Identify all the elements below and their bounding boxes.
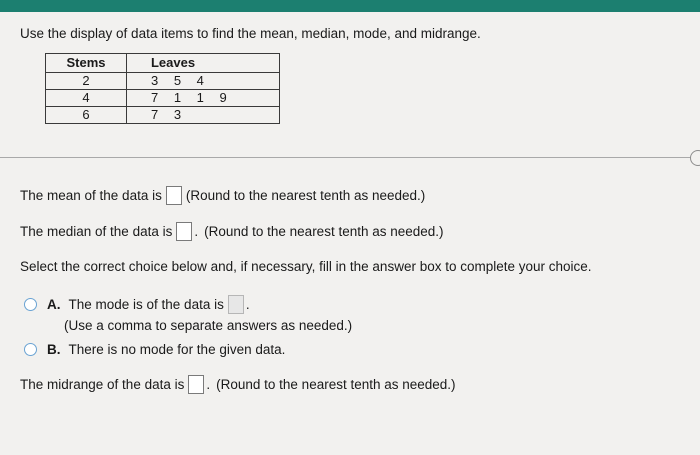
choice-a[interactable] — [24, 295, 250, 314]
median-period: . — [194, 224, 199, 239]
choice-a-radio[interactable] — [24, 298, 37, 311]
median-hint: (Round to the nearest tenth as needed.) — [204, 224, 444, 239]
mode-answer-box[interactable] — [228, 295, 244, 314]
median-label: The median of the data is — [20, 224, 173, 239]
stems-header: Stems — [46, 54, 127, 73]
midrange-period: . — [206, 377, 211, 392]
leaves-cell: 7 1 1 9 — [127, 90, 280, 107]
choice-a-label: The mode is of the data is — [68, 297, 224, 312]
midrange-answer-box[interactable] — [188, 375, 204, 394]
table-header-row — [46, 54, 280, 73]
table-row — [46, 107, 280, 124]
stem-leaf-table — [45, 53, 280, 124]
divider-handle[interactable] — [690, 150, 700, 166]
median-answer-box[interactable] — [176, 222, 192, 241]
median-line — [20, 222, 444, 241]
choice-a-note: (Use a comma to separate answers as needed.) — [64, 318, 353, 333]
mean-line — [20, 186, 425, 205]
mean-hint: (Round to the nearest tenth as needed.) — [185, 188, 426, 203]
choice-b-letter: B. — [47, 342, 61, 357]
choice-b-radio[interactable] — [24, 343, 37, 356]
choice-b-label: There is no mode for the given data. — [68, 342, 286, 357]
section-divider — [0, 157, 695, 158]
leaves-cell: 3 5 4 — [127, 73, 280, 90]
table-row — [46, 90, 280, 107]
instruction-line: Select the correct choice below and, if necessary, fill in the answer box to complete your choice. — [20, 259, 592, 274]
choice-a-letter: A. — [47, 297, 61, 312]
stem-cell: 6 — [46, 107, 127, 124]
choice-b[interactable] — [24, 342, 285, 357]
leaves-cell: 7 3 — [127, 107, 280, 124]
midrange-hint: (Round to the nearest tenth as needed.) — [216, 377, 456, 392]
midrange-line — [20, 375, 456, 394]
mean-answer-box[interactable] — [166, 186, 182, 205]
top-header-bar — [0, 0, 700, 12]
stem-cell: 4 — [46, 90, 127, 107]
mode-period: . — [245, 297, 250, 312]
mean-label: The mean of the data is — [20, 188, 162, 203]
question-prompt: Use the display of data items to find the mean, median, mode, and midrange. — [20, 26, 481, 41]
stem-cell: 2 — [46, 73, 127, 90]
table-row — [46, 73, 280, 90]
midrange-label: The midrange of the data is — [20, 377, 185, 392]
leaves-header: Leaves — [127, 54, 280, 73]
